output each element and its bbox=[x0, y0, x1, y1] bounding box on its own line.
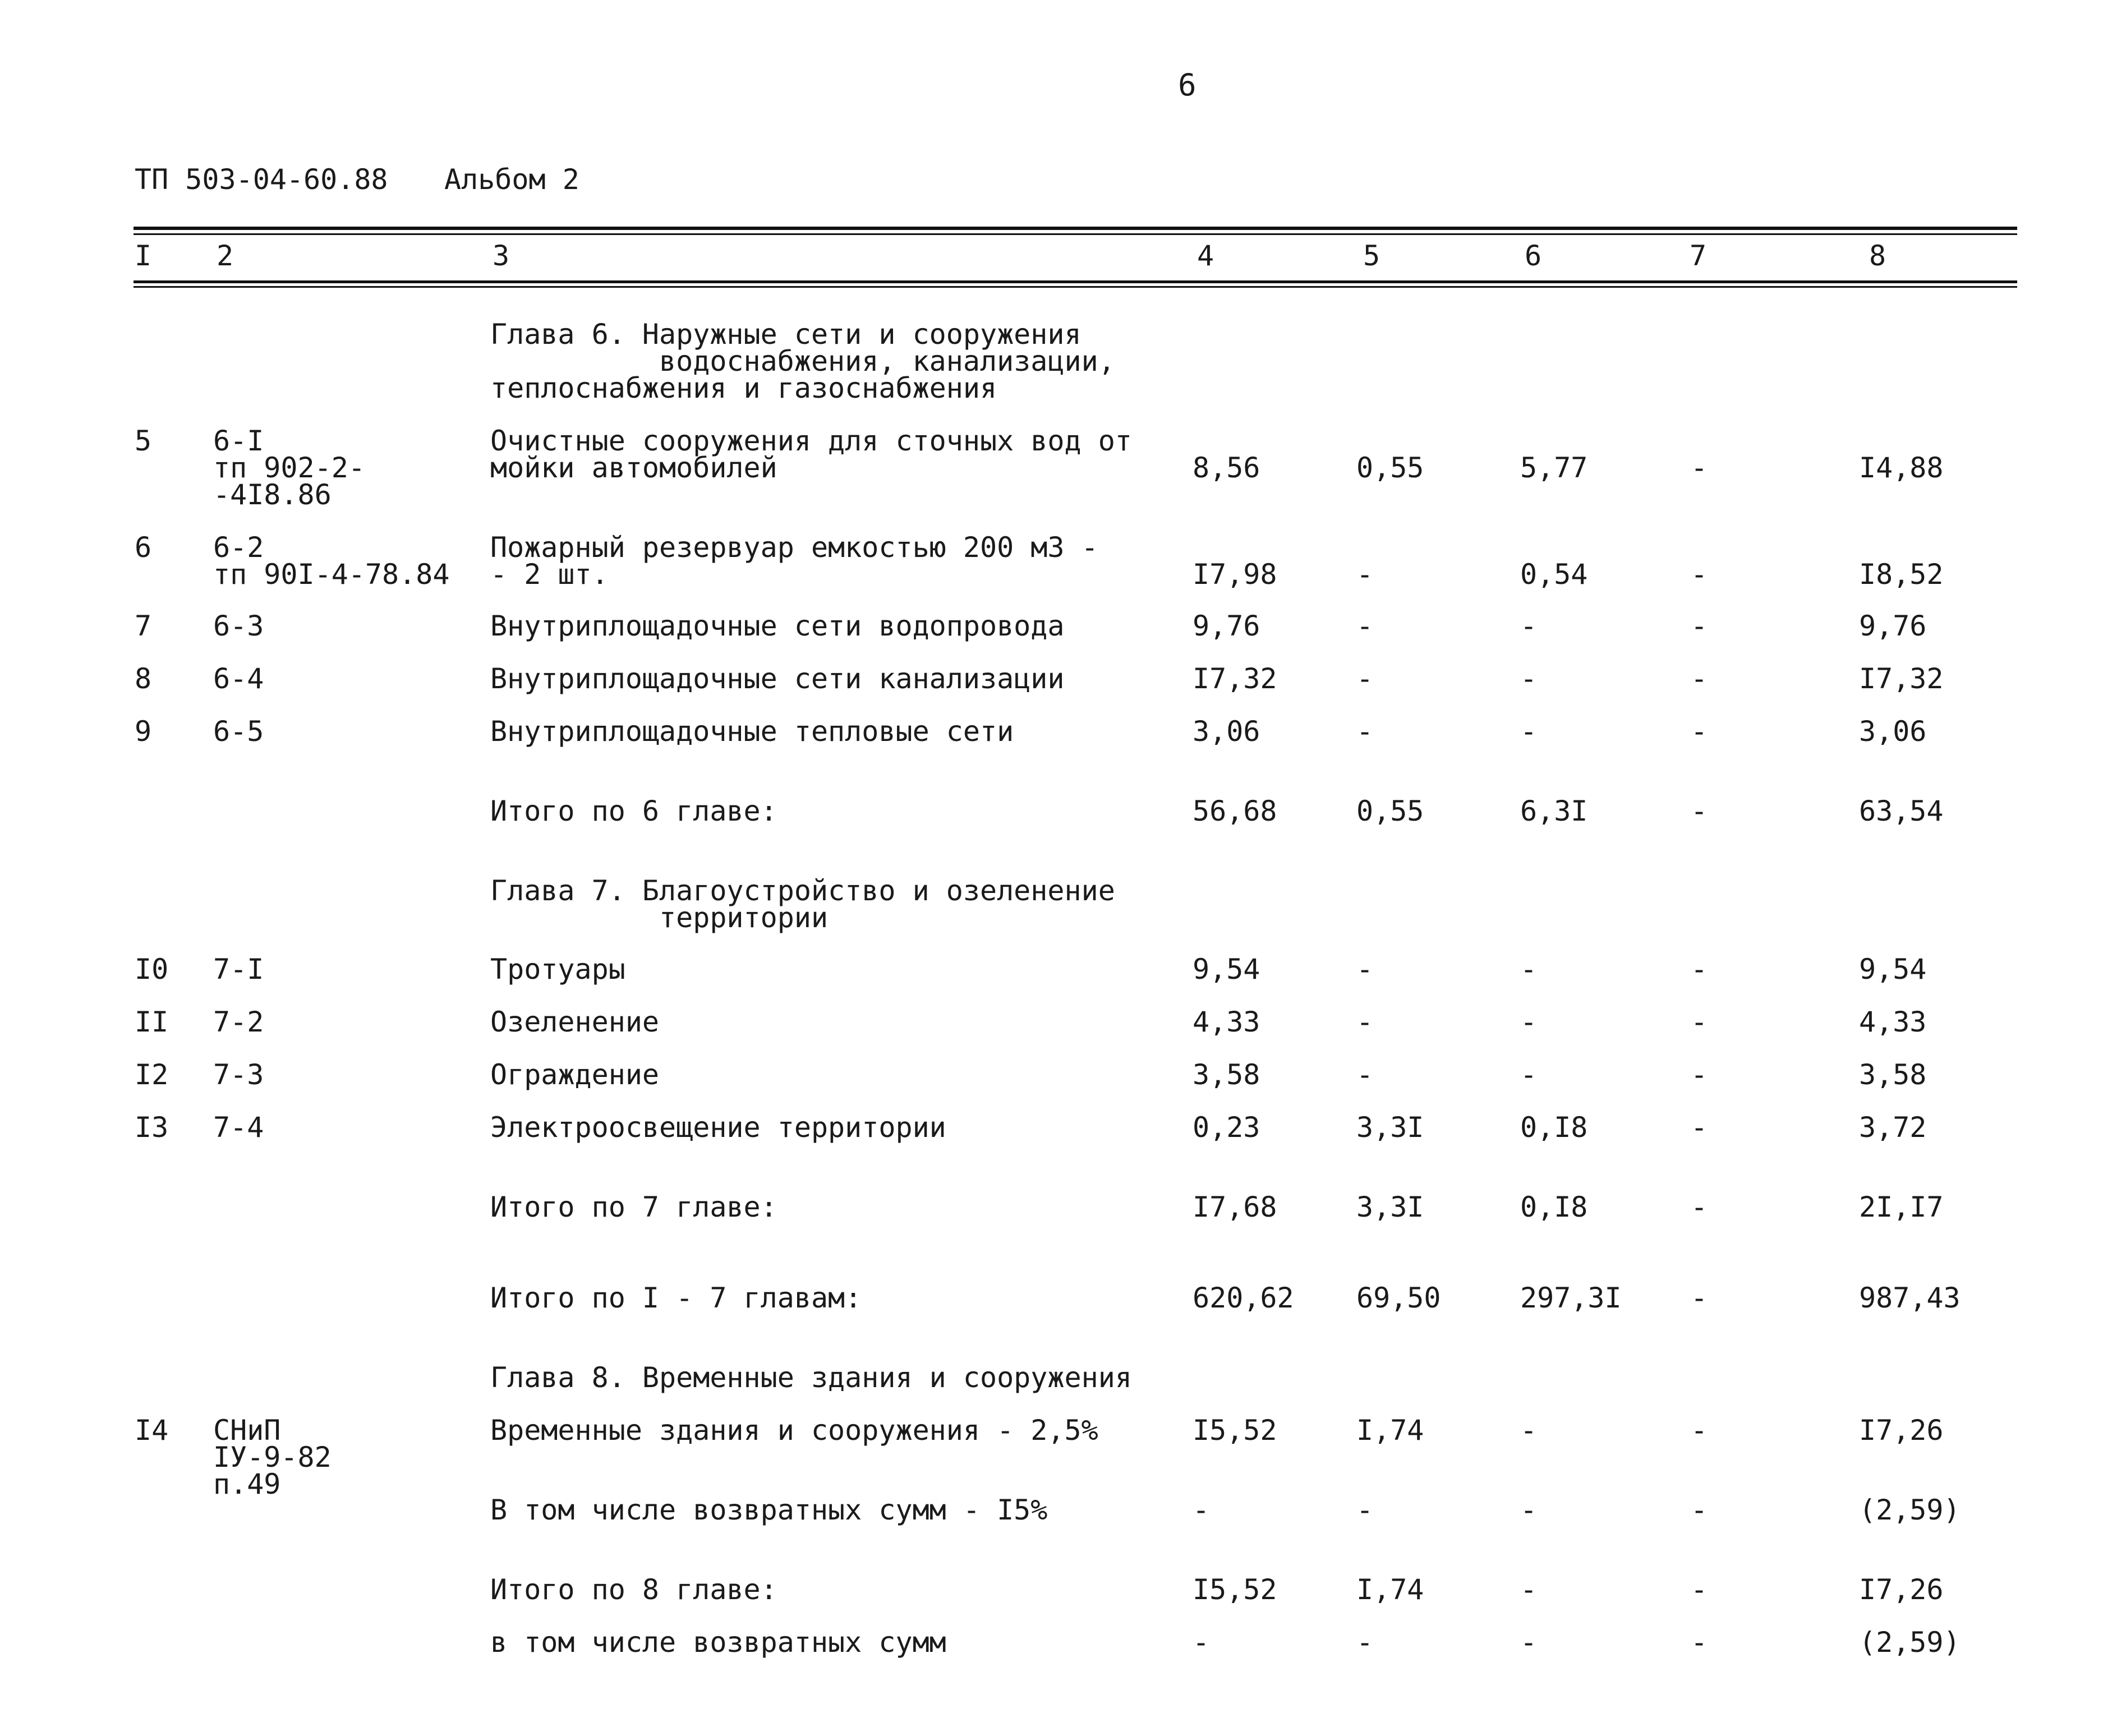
total-cell: I7,26 bbox=[1859, 1573, 1944, 1606]
row-number: 8 bbox=[135, 662, 152, 695]
value-col7: - bbox=[1691, 1573, 1708, 1606]
code-cell: 7-I bbox=[213, 953, 264, 986]
value-col6: - bbox=[1520, 1058, 1538, 1091]
name-cell: Итого по 8 главе: bbox=[490, 1573, 777, 1606]
column-header-7: 7 bbox=[1690, 240, 1707, 272]
total-cell: 3,06 bbox=[1859, 715, 1927, 748]
value-col6: 0,54 bbox=[1520, 558, 1588, 591]
total-cell: 987,43 bbox=[1859, 1282, 1961, 1314]
value-col5: - bbox=[1356, 1058, 1374, 1091]
value-col7: - bbox=[1691, 610, 1708, 642]
value-col4: 8,56 bbox=[1193, 452, 1260, 484]
column-header-8: 8 bbox=[1869, 240, 1886, 272]
value-col4: 9,76 bbox=[1193, 610, 1260, 642]
column-header-4: 4 bbox=[1197, 240, 1214, 272]
row-number: I2 bbox=[135, 1058, 169, 1091]
value-col5: 0,55 bbox=[1356, 452, 1424, 484]
total-cell: 3,58 bbox=[1859, 1058, 1927, 1091]
total-cell: 63,54 bbox=[1859, 795, 1944, 827]
name-cell: Очистные сооружения для сточных вод от мойки автомобилей bbox=[490, 425, 1132, 484]
code-cell: СНиП IУ-9-82 п.49 bbox=[213, 1414, 332, 1500]
value-col5: - bbox=[1356, 1626, 1374, 1659]
value-col5: - bbox=[1356, 558, 1374, 591]
total-cell: (2,59) bbox=[1859, 1494, 1961, 1526]
row-number: 6 bbox=[135, 531, 152, 564]
column-header-1: I bbox=[135, 240, 152, 272]
total-cell: I7,32 bbox=[1859, 662, 1944, 695]
value-col5: - bbox=[1356, 1006, 1374, 1038]
name-cell: в том числе возвратных сумм bbox=[490, 1626, 946, 1659]
value-col7: - bbox=[1691, 1494, 1708, 1526]
value-col5: 3,3I bbox=[1356, 1111, 1424, 1144]
name-cell: Глава 6. Наружные сети и сооружения водоснабжения, канализации, теплоснабжения и газоснабжения bbox=[490, 318, 1115, 404]
value-col6: - bbox=[1520, 610, 1538, 642]
value-col6: - bbox=[1520, 1414, 1538, 1447]
document-code: ТП 503-04-60.88 bbox=[135, 163, 388, 196]
value-col4: I7,68 bbox=[1193, 1191, 1277, 1223]
page-number: 6 bbox=[1178, 67, 1197, 103]
value-col6: - bbox=[1520, 953, 1538, 986]
value-col7: - bbox=[1691, 1058, 1708, 1091]
name-cell: В том числе возвратных сумм - I5% bbox=[490, 1494, 1048, 1526]
name-cell: Пожарный резервуар емкостью 200 м3 - - 2 шт. bbox=[490, 531, 1098, 591]
name-cell: Электроосвещение территории bbox=[490, 1111, 946, 1144]
value-col7: - bbox=[1691, 452, 1708, 484]
value-col5: - bbox=[1356, 715, 1374, 748]
value-col4: 9,54 bbox=[1193, 953, 1260, 986]
name-cell: Внутриплощадочные тепловые сети bbox=[490, 715, 1014, 748]
value-col6: 5,77 bbox=[1520, 452, 1588, 484]
total-cell: 3,72 bbox=[1859, 1111, 1927, 1144]
column-header-3: 3 bbox=[493, 240, 510, 272]
total-cell: (2,59) bbox=[1859, 1626, 1961, 1659]
total-cell: 9,54 bbox=[1859, 953, 1927, 986]
value-col6: - bbox=[1520, 1573, 1538, 1606]
value-col4: 620,62 bbox=[1193, 1282, 1294, 1314]
name-cell: Итого по 6 главе: bbox=[490, 795, 777, 827]
value-col4: - bbox=[1193, 1626, 1210, 1659]
value-col7: - bbox=[1691, 1111, 1708, 1144]
value-col7: - bbox=[1691, 953, 1708, 986]
value-col5: 0,55 bbox=[1356, 795, 1424, 827]
value-col7: - bbox=[1691, 558, 1708, 591]
value-col6: - bbox=[1520, 715, 1538, 748]
value-col7: - bbox=[1691, 1282, 1708, 1314]
row-number: 7 bbox=[135, 610, 152, 642]
total-cell: 4,33 bbox=[1859, 1006, 1927, 1038]
row-number: II bbox=[135, 1006, 169, 1038]
total-cell: I7,26 bbox=[1859, 1414, 1944, 1447]
row-number: I0 bbox=[135, 953, 169, 986]
value-col7: - bbox=[1691, 795, 1708, 827]
value-col7: - bbox=[1691, 662, 1708, 695]
name-cell: Временные здания и сооружения - 2,5% bbox=[490, 1414, 1098, 1447]
value-col7: - bbox=[1691, 715, 1708, 748]
value-col4: I7,32 bbox=[1193, 662, 1277, 695]
value-col5: - bbox=[1356, 610, 1374, 642]
table-header-bottom-rule bbox=[134, 280, 2017, 283]
value-col5: I,74 bbox=[1356, 1414, 1424, 1447]
value-col5: 3,3I bbox=[1356, 1191, 1424, 1223]
value-col6: - bbox=[1520, 1626, 1538, 1659]
value-col6: 297,3I bbox=[1520, 1282, 1622, 1314]
value-col5: I,74 bbox=[1356, 1573, 1424, 1606]
value-col4: I7,98 bbox=[1193, 558, 1277, 591]
value-col4: 3,06 bbox=[1193, 715, 1260, 748]
row-number: 5 bbox=[135, 425, 152, 457]
column-header-6: 6 bbox=[1525, 240, 1542, 272]
value-col7: - bbox=[1691, 1191, 1708, 1223]
value-col5: - bbox=[1356, 953, 1374, 986]
value-col4: 56,68 bbox=[1193, 795, 1277, 827]
code-cell: 7-3 bbox=[213, 1058, 264, 1091]
code-cell: 7-2 bbox=[213, 1006, 264, 1038]
name-cell: Итого по 7 главе: bbox=[490, 1191, 777, 1223]
value-col4: 3,58 bbox=[1193, 1058, 1260, 1091]
value-col7: - bbox=[1691, 1006, 1708, 1038]
value-col5: - bbox=[1356, 1494, 1374, 1526]
value-col5: 69,50 bbox=[1356, 1282, 1441, 1314]
value-col6: 0,I8 bbox=[1520, 1111, 1588, 1144]
row-number: 9 bbox=[135, 715, 152, 748]
value-col5: - bbox=[1356, 662, 1374, 695]
value-col4: - bbox=[1193, 1494, 1210, 1526]
name-cell: Глава 7. Благоустройство и озеленение территории bbox=[490, 874, 1115, 934]
table-top-rule-thin bbox=[134, 233, 2017, 235]
name-cell: Ограждение bbox=[490, 1058, 660, 1091]
column-header-2: 2 bbox=[217, 240, 234, 272]
name-cell: Итого по I - 7 главам: bbox=[490, 1282, 862, 1314]
code-cell: 6-4 bbox=[213, 662, 264, 695]
value-col4: I5,52 bbox=[1193, 1414, 1277, 1447]
code-cell: 6-3 bbox=[213, 610, 264, 642]
row-number: I3 bbox=[135, 1111, 169, 1144]
value-col7: - bbox=[1691, 1414, 1708, 1447]
value-col4: I5,52 bbox=[1193, 1573, 1277, 1606]
total-cell: I8,52 bbox=[1859, 558, 1944, 591]
value-col6: 0,I8 bbox=[1520, 1191, 1588, 1223]
table-header-bottom-rule-thin bbox=[134, 286, 2017, 288]
name-cell: Озеленение bbox=[490, 1006, 660, 1038]
value-col6: 6,3I bbox=[1520, 795, 1588, 827]
table-top-rule bbox=[134, 227, 2017, 230]
name-cell: Тротуары bbox=[490, 953, 625, 986]
name-cell: Внутриплощадочные сети канализации bbox=[490, 662, 1065, 695]
code-cell: 6-I тп 902-2- -4I8.86 bbox=[213, 425, 365, 511]
value-col6: - bbox=[1520, 1006, 1538, 1038]
row-number: I4 bbox=[135, 1414, 169, 1447]
column-header-5: 5 bbox=[1363, 240, 1380, 272]
value-col4: 4,33 bbox=[1193, 1006, 1260, 1038]
total-cell: I4,88 bbox=[1859, 452, 1944, 484]
name-cell: Внутриплощадочные сети водопровода bbox=[490, 610, 1065, 642]
total-cell: 9,76 bbox=[1859, 610, 1927, 642]
name-cell: Глава 8. Временные здания и сооружения bbox=[490, 1361, 1132, 1394]
value-col4: 0,23 bbox=[1193, 1111, 1260, 1144]
total-cell: 2I,I7 bbox=[1859, 1191, 1944, 1223]
value-col6: - bbox=[1520, 1494, 1538, 1526]
code-cell: 6-2 тп 90I-4-78.84 bbox=[213, 531, 450, 591]
value-col7: - bbox=[1691, 1626, 1708, 1659]
code-cell: 7-4 bbox=[213, 1111, 264, 1144]
value-col6: - bbox=[1520, 662, 1538, 695]
code-cell: 6-5 bbox=[213, 715, 264, 748]
album-label: Альбом 2 bbox=[444, 163, 579, 196]
